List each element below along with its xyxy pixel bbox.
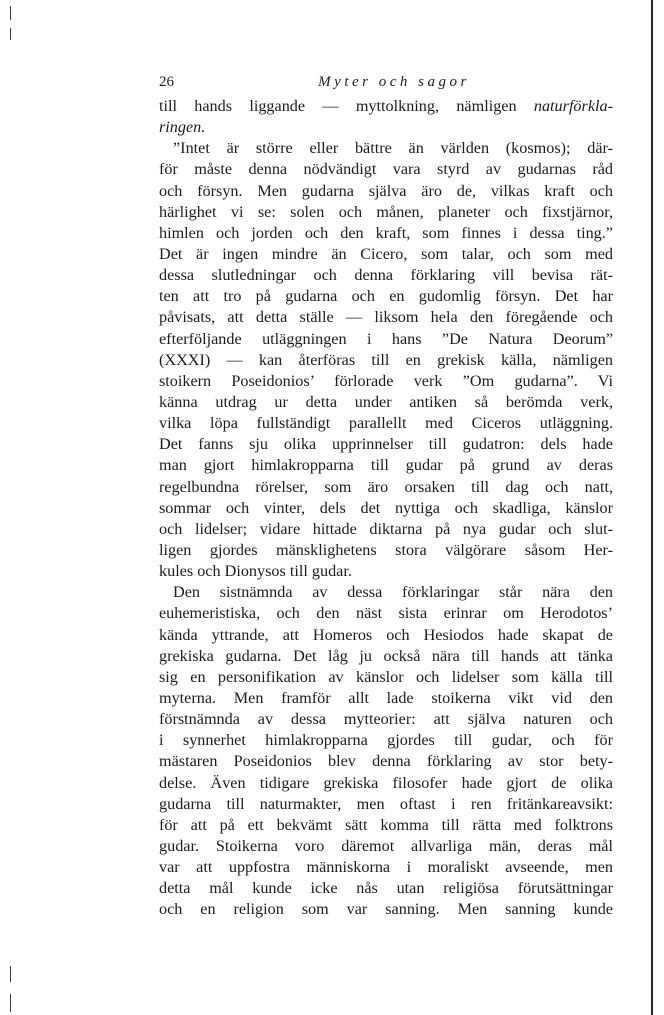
text-line: för måste denna nödvändigt vara styrd av gudarnas råd bbox=[159, 160, 613, 179]
text-line-2: ringen. bbox=[159, 118, 206, 137]
text-line: efterföljande utläggningen i hans ”De Natura Deorum” bbox=[159, 329, 613, 348]
text-line: man gjort himlakropparna till gudar på grund av deras bbox=[159, 456, 613, 475]
text-line: var att uppfostra människorna i moraliskt avseende, men bbox=[159, 858, 613, 877]
scan-mark bbox=[10, 28, 11, 40]
text-line: sommar och vinter, dels det nyttiga och skadliga, känslor bbox=[159, 498, 613, 517]
text-line: dessa slutledningar och denna förklaring vill bevisa rät- bbox=[159, 266, 613, 285]
text-line: gudarna till naturmakter, men oftast i ren fritänkareavsikt: bbox=[159, 794, 613, 813]
text-line: mästaren Poseidonios blev denna förklaring av stor bety- bbox=[159, 752, 613, 771]
scan-edge bbox=[651, 0, 653, 1015]
text-line: och en religion som var sanning. Men sanning kunde bbox=[159, 900, 613, 919]
scan-mark bbox=[10, 966, 11, 982]
text-line: himlen och jorden och den kraft, som finnes i dessa ting.” bbox=[159, 223, 613, 242]
text-line: Det är ingen mindre än Cicero, som talar, och som med bbox=[159, 244, 613, 263]
text-line: kända yttrande, att Homeros och Hesiodos hade skapat de bbox=[159, 625, 613, 644]
running-title: Myter och sagor bbox=[318, 74, 470, 90]
text-line: grekiska gudarna. Det låg ju också nära till hands att tänka bbox=[159, 646, 613, 665]
text-line: och lidelser; vidare hittade diktarna på nya gudar och slut- bbox=[159, 519, 613, 538]
text-line: detta mål kunde icke nås utan religiösa förutsättningar bbox=[159, 879, 613, 898]
text-line-1-plain: till hands liggande — myttolkning, nämligen bbox=[159, 97, 534, 115]
text-line: känna utdrag ur detta under antiken så berömda verk, bbox=[159, 392, 613, 411]
text-line: delse. Även tidigare grekiska filosofer hade gjort de olika bbox=[159, 773, 613, 792]
text-line: i synnerhet himlakropparna gjordes till gudar, och för bbox=[159, 731, 613, 750]
scan-mark bbox=[10, 994, 11, 1012]
text-line: vilka löpa fullständigt parallellt med Ciceros utläggning. bbox=[159, 414, 613, 433]
text-line: ligen gjordes mänsklighetens stora välgörare såsom Her- bbox=[159, 540, 613, 559]
text-line: förstnämnda av dessa mytteorier: att själva naturen och bbox=[159, 710, 613, 729]
text-line: myterna. Men framför allt lade stoikerna vikt vid den bbox=[159, 688, 613, 707]
text-line: euhemeristiska, och den näst sista erinrar om Herodotos’ bbox=[159, 604, 613, 623]
page-number: 26 bbox=[159, 74, 174, 90]
text-line: ten att tro på gudarna och en gudomlig försyn. Det har bbox=[159, 287, 613, 306]
text-line: Den sistnämnda av dessa förklaringar står nära den bbox=[173, 583, 613, 602]
text-line: stoikern Poseidonios’ förlorade verk ”Om gudarna”. Vi bbox=[159, 371, 613, 390]
text-line: och försyn. Men gudarna själva äro de, vilkas kraft och bbox=[159, 181, 613, 200]
text-line: ”Intet är större eller bättre än världen (kosmos); där- bbox=[173, 139, 613, 158]
text-line: påvisats, att detta ställe — liksom hela den föregående och bbox=[159, 308, 613, 327]
text-line-1 bbox=[159, 96, 613, 117]
body-text bbox=[159, 96, 613, 920]
scan-mark bbox=[10, 6, 11, 20]
text-line: kules och Dionysos till gudar. bbox=[159, 562, 352, 581]
text-line: sig en personifikation av känslor och lidelser som källa till bbox=[159, 667, 613, 686]
text-line: Det fanns sju olika upprinnelser till gudatron: dels hade bbox=[159, 435, 613, 454]
text-line: för att på ett bekvämt sätt komma till rätta med folktrons bbox=[159, 815, 613, 834]
text-line: (XXXI) — kan återföras till en grekisk källa, nämligen bbox=[159, 350, 613, 369]
text-line: gudar. Stoikerna voro däremot allvarliga män, deras mål bbox=[159, 836, 613, 855]
text-line-1-italic: naturförkla- bbox=[533, 97, 613, 115]
page-header bbox=[159, 72, 613, 96]
text-line: regelbundna rörelser, som äro orsaken till dag och natt, bbox=[159, 477, 613, 496]
text-line: härlighet vi se: solen och månen, planeter och fixstjärnor, bbox=[159, 202, 613, 221]
